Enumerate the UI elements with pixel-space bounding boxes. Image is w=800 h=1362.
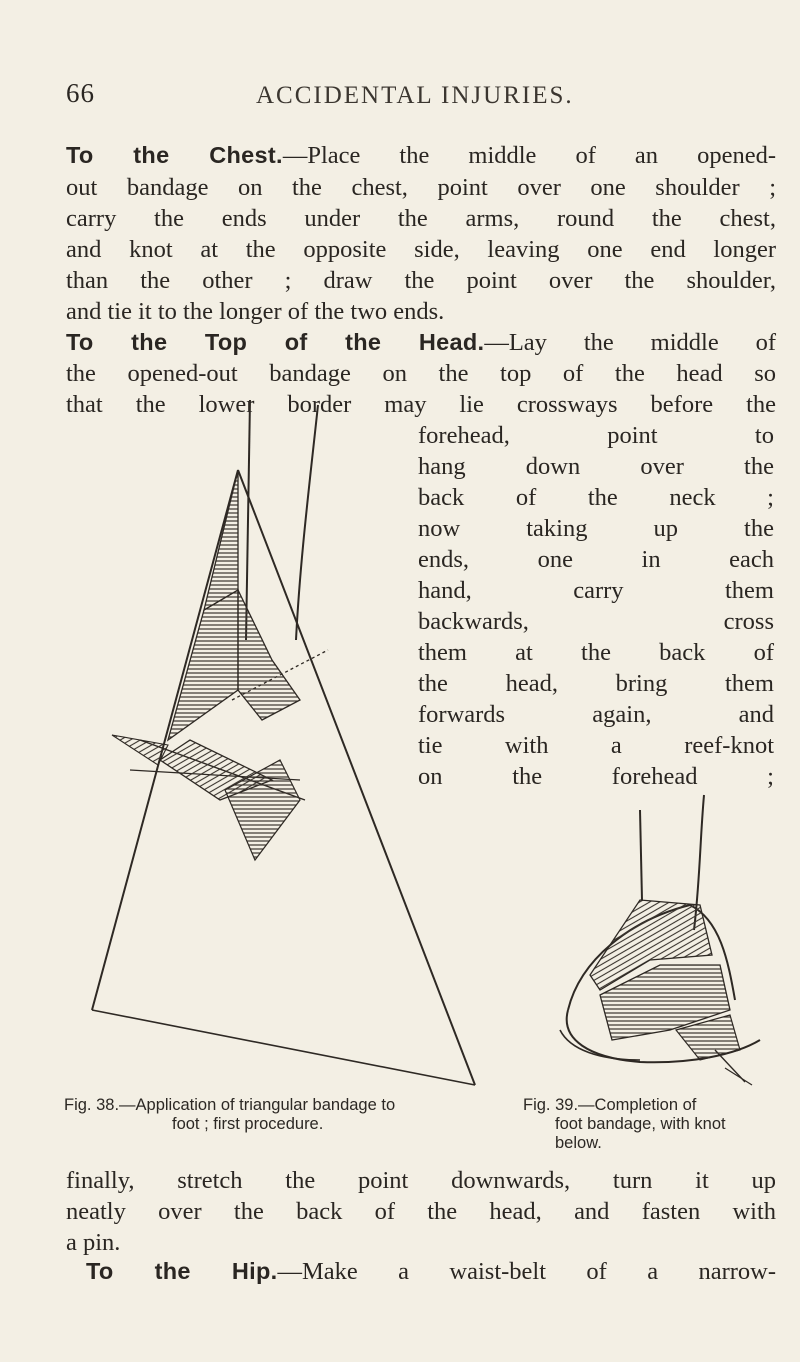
head-heading: To the Top of the Head. xyxy=(66,329,485,355)
head-line-3: that the lower border may lie crossways before the xyxy=(66,391,776,418)
chest-text-1: —Place the middle of an opened- xyxy=(282,142,776,169)
fig39-knot-tail-2 xyxy=(725,1068,752,1085)
fig39-caption-line3: below. xyxy=(555,1134,602,1152)
head-line-2: the opened-out bandage on the top of the head so xyxy=(66,360,776,387)
head-text-1: —Lay the middle of xyxy=(484,329,776,356)
head-narrow-2: hang down over the xyxy=(418,453,774,480)
chest-line-6: and tie it to the longer of the two ends. xyxy=(66,298,445,325)
head-narrow-12: on the forehead ; xyxy=(418,763,774,790)
hip-line-1 xyxy=(86,1256,776,1287)
fig38-shade-tip xyxy=(112,735,168,765)
hip-text-1: —Make a waist-belt of a narrow- xyxy=(277,1258,776,1285)
head-narrow-10: forwards again, and xyxy=(418,701,774,728)
hip-heading: To the Hip. xyxy=(86,1258,278,1284)
head-narrow-3: back of the neck ; xyxy=(418,484,774,511)
fig38-shade-middle xyxy=(168,590,238,740)
fig39-caption-line1: —Completion of xyxy=(578,1096,697,1114)
fig38-caption-line1: —Application of triangular bandage to xyxy=(119,1096,396,1114)
head-narrow-1: forehead, point to xyxy=(418,422,774,449)
fig38-leg-front-line xyxy=(246,400,250,640)
chest-line-3: carry the ends under the arms, round the chest, xyxy=(66,205,776,232)
head-narrow-9: the head, bring them xyxy=(418,670,774,697)
chest-line-5: than the other ; draw the point over the shoulder, xyxy=(66,267,776,294)
chest-line-4: and knot at the opposite side, leaving one end longer xyxy=(66,236,776,263)
head-narrow-7: backwards, cross xyxy=(418,608,774,635)
running-title: ACCIDENTAL INJURIES. xyxy=(256,82,574,109)
chest-line-2: out bandage on the chest, point over one shoulder ; xyxy=(66,174,776,201)
head-narrow-8: them at the back of xyxy=(418,639,774,666)
fig38-caption-line2: foot ; first procedure. xyxy=(172,1115,324,1133)
head-narrow-4: now taking up the xyxy=(418,515,774,542)
page-number: 66 xyxy=(66,78,95,108)
fig39-leg-front-line xyxy=(640,810,642,900)
head-closing-3: a pin. xyxy=(66,1229,121,1256)
fig38-shade-upper xyxy=(204,470,238,610)
fig39-caption-line2: foot bandage, with knot xyxy=(555,1115,726,1133)
chest-heading: To the Chest. xyxy=(66,142,283,168)
fig38-leg-back-line xyxy=(296,405,318,640)
head-closing-2: neatly over the back of the head, and fasten with xyxy=(66,1198,776,1225)
head-narrow-6: hand, carry them xyxy=(418,577,774,604)
fig39-caption xyxy=(523,1096,793,1153)
fig38-label: Fig. 38. xyxy=(64,1096,120,1114)
fig38-caption xyxy=(64,1096,509,1134)
fig39-label: Fig. 39. xyxy=(523,1096,579,1114)
head-narrow-11: tie with a reef-knot xyxy=(418,732,774,759)
fig38-bandage-left-edge xyxy=(92,470,238,1010)
fig38-bandage-base xyxy=(92,1010,475,1085)
head-narrow-5: ends, one in each xyxy=(418,546,774,573)
head-closing-1: finally, stretch the point downwards, turn it up xyxy=(66,1167,776,1194)
